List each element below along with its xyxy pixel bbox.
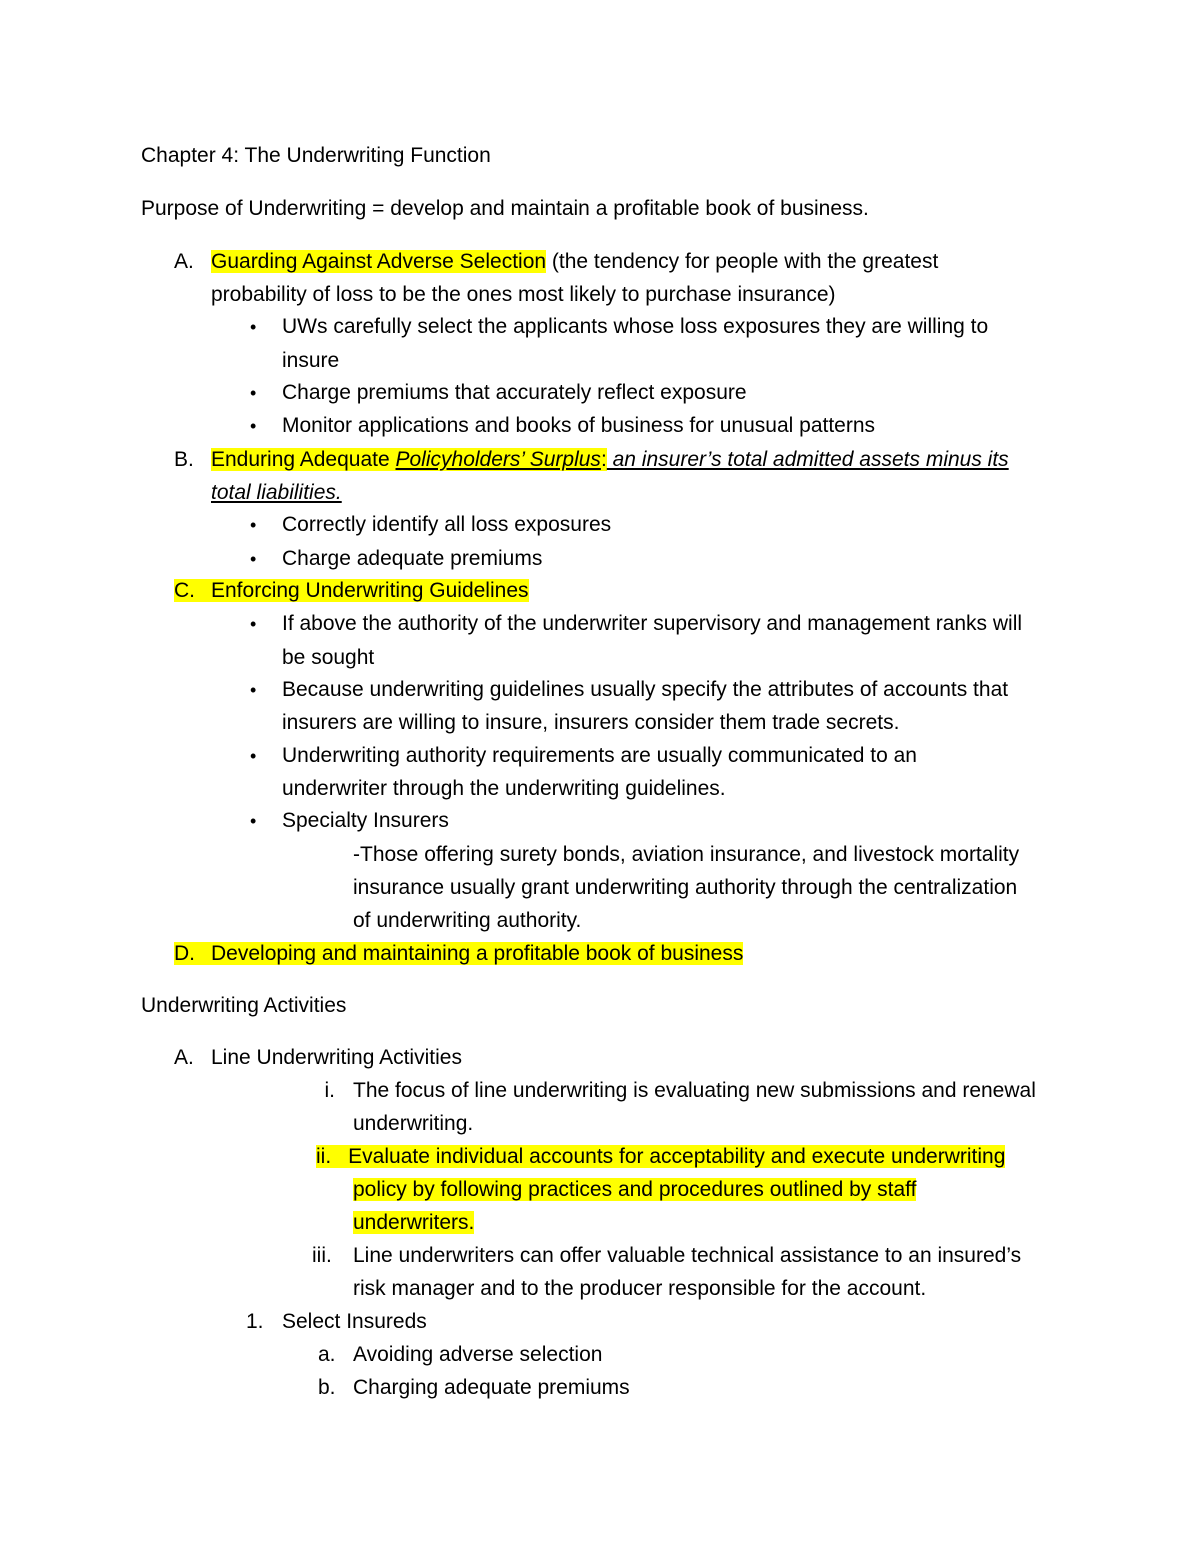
highlighted-heading: Guarding Against Adverse Selection: [211, 250, 547, 273]
definition-text: an insurer’s total admitted assets minus its: [606, 448, 1009, 471]
bullet-text: underwriter through the underwriting guidelines.: [282, 777, 726, 800]
bullet-icon: •: [250, 680, 257, 700]
bullet-text: Charge premiums that accurately reflect exposure: [282, 381, 747, 404]
bullet-icon: •: [250, 317, 257, 337]
bullet-icon: •: [250, 515, 257, 535]
bullet-icon: •: [250, 416, 257, 436]
bullet-text: insure: [282, 349, 340, 372]
highlighted-heading: Developing and maintaining a profitable book of business: [211, 942, 744, 965]
bullet-text: If above the authority of the underwriter supervisory and management ranks will: [282, 612, 1023, 635]
sub-text: insurance usually grant underwriting authority through the centralization: [353, 876, 1018, 899]
alpha-marker: b.: [318, 1376, 336, 1399]
alpha-item-text: Charging adequate premiums: [353, 1376, 630, 1399]
alpha-item-text: Avoiding adverse selection: [353, 1343, 603, 1366]
continuation-text: probability of loss to be the ones most likely to purchase insurance): [211, 283, 836, 306]
highlighted-text: policy by following practices and procedures outlined by staff: [353, 1178, 917, 1201]
bullet-text: be sought: [282, 646, 375, 669]
roman-marker: ii.: [316, 1145, 332, 1168]
bullet-text: Charge adequate premiums: [282, 547, 543, 570]
roman-item-text: The focus of line underwriting is evaluating new submissions and renewal: [353, 1079, 1036, 1102]
bullet-text: Underwriting authority requirements are usually communicated to an: [282, 744, 917, 767]
roman-item-text: underwriting.: [353, 1112, 474, 1135]
definition-continuation: total liabilities.: [211, 481, 342, 504]
bullet-text: Monitor applications and books of business for unusual patterns: [282, 414, 876, 437]
highlighted-marker: [174, 942, 743, 965]
bullet-icon: •: [250, 746, 257, 766]
sub-text: -Those offering surety bonds, aviation insurance, and livestock mortality: [353, 843, 1020, 866]
bullet-icon: •: [250, 614, 257, 634]
list-marker: B.: [174, 448, 194, 471]
heading-text: Enduring Adequate: [211, 448, 396, 471]
heading-description: (the tendency for people with the greatest: [546, 250, 939, 273]
bullet-text: Because underwriting guidelines usually specify the attributes of accounts that: [282, 678, 1009, 701]
roman-item-text: Evaluate individual accounts for acceptability and execute underwriting: [348, 1145, 1006, 1168]
roman-item-highlighted: [316, 1143, 1005, 1171]
bullet-text: insurers are willing to insure, insurers consider them trade secrets.: [282, 711, 900, 734]
bullet-icon: •: [250, 549, 257, 569]
highlighted-heading: [211, 448, 607, 471]
purpose-statement: Purpose of Underwriting = develop and maintain a profitable book of business.: [141, 197, 869, 220]
roman-item-text: risk manager and to the producer responsible for the account.: [353, 1277, 927, 1300]
list-marker: C.: [174, 579, 195, 602]
highlighted-roman: [316, 1145, 1005, 1168]
colon: :: [600, 448, 607, 471]
list-marker: D.: [174, 942, 195, 965]
bullet-icon: •: [250, 811, 257, 831]
bullet-text: UWs carefully select the applicants whose loss exposures they are willing to: [282, 315, 989, 338]
list-item-d: [174, 940, 743, 968]
page-title: Chapter 4: The Underwriting Function: [141, 144, 491, 167]
numbered-item-text: Select Insureds: [282, 1310, 427, 1333]
highlighted-text: underwriters.: [353, 1211, 475, 1234]
bullet-icon: •: [250, 383, 257, 403]
alpha-marker: a.: [318, 1343, 336, 1366]
section-title: Underwriting Activities: [141, 994, 347, 1017]
roman-marker: i.: [324, 1079, 335, 1102]
roman-item-text: [353, 1209, 474, 1237]
sub-text: of underwriting authority.: [353, 909, 582, 932]
roman-marker: iii.: [312, 1244, 332, 1267]
list-marker: A.: [174, 250, 194, 273]
list-item-b: [211, 446, 1009, 474]
roman-item-text: [353, 1176, 916, 1204]
list-marker: A.: [174, 1046, 194, 1069]
numbered-marker: 1.: [246, 1310, 264, 1333]
highlighted-heading: Enforcing Underwriting Guidelines: [211, 579, 529, 602]
section-heading: Line Underwriting Activities: [211, 1046, 462, 1069]
list-item-c: [174, 577, 529, 605]
list-item-a: [211, 248, 938, 276]
bullet-text: Correctly identify all loss exposures: [282, 513, 612, 536]
roman-item-text: Line underwriters can offer valuable technical assistance to an insured’s: [353, 1244, 1022, 1267]
highlighted-marker: [174, 579, 529, 602]
defined-term: Policyholders’ Surplus: [395, 448, 601, 471]
bullet-text: Specialty Insurers: [282, 809, 449, 832]
